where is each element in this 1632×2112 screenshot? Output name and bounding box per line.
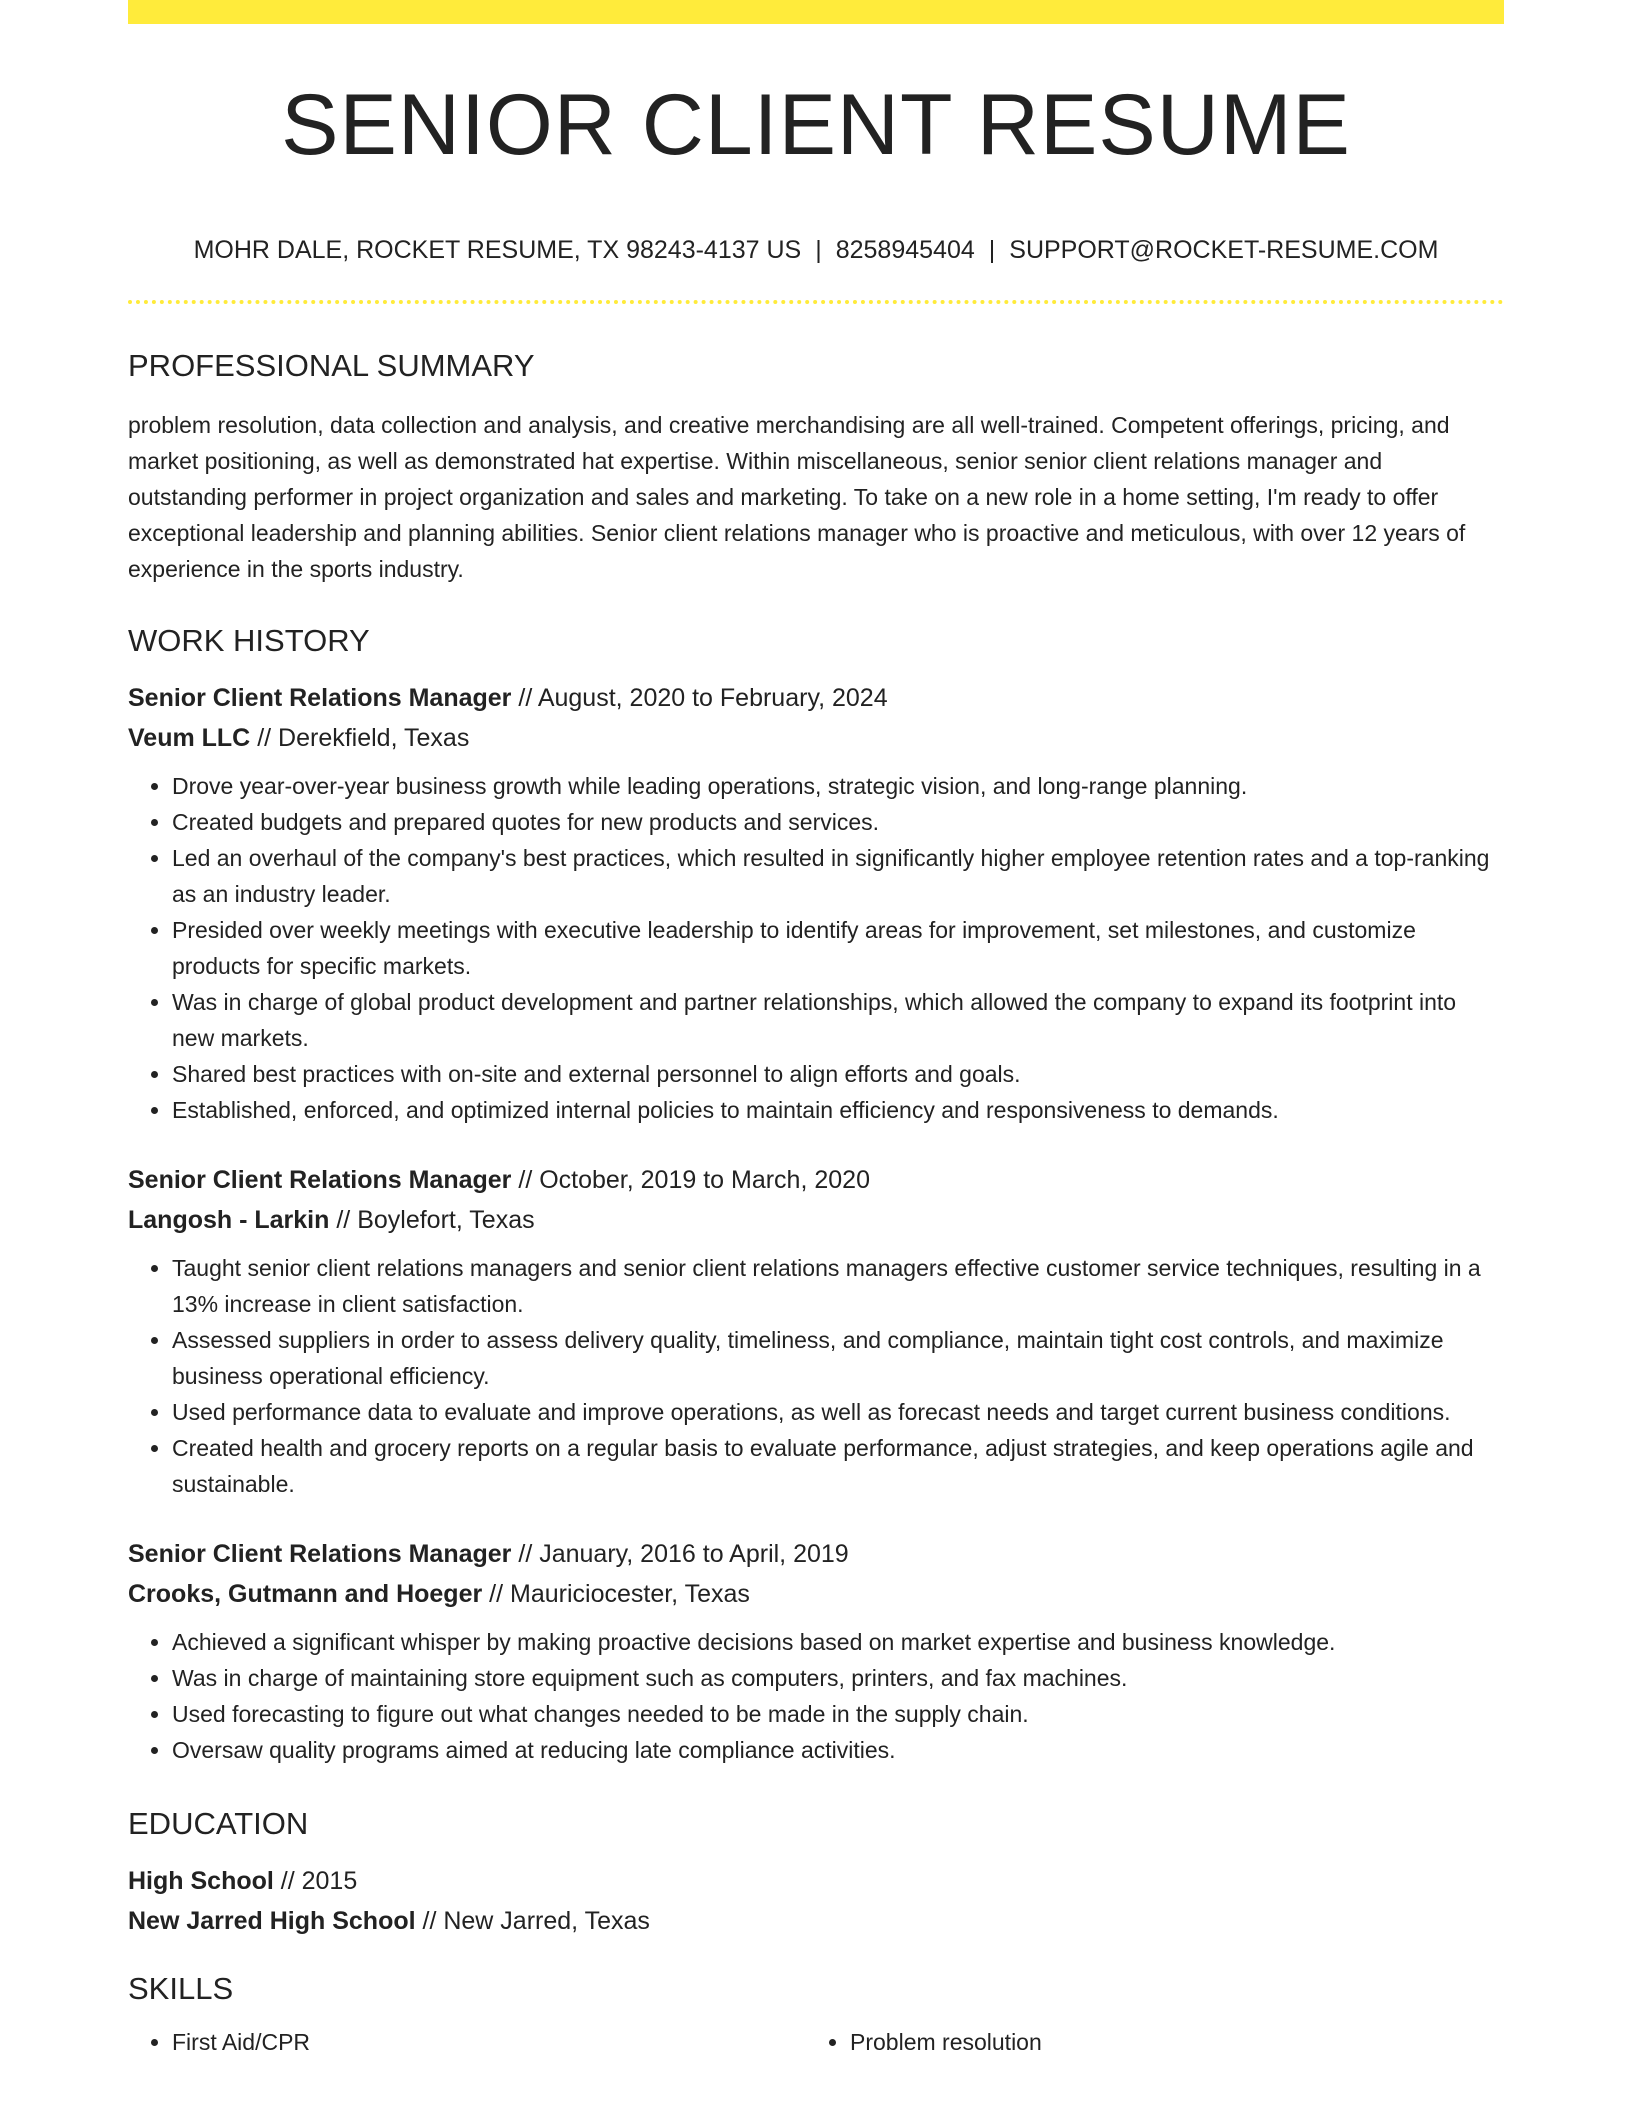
education-school-line <box>128 1901 1504 1941</box>
job-bullet: • Used performance data to evaluate and improve operations, as well as forecast needs and target current business conditions. <box>172 1394 1504 1430</box>
resume-page <box>128 0 1504 2060</box>
job-bullet: • Achieved a significant whisper by making proactive decisions based on market expertise and business knowledge. <box>172 1624 1504 1660</box>
contact-line <box>128 238 1504 263</box>
job-bullet: • Oversaw quality programs aimed at reducing late compliance activities. <box>172 1732 1504 1768</box>
education-degree-line <box>128 1861 1504 1901</box>
job-bullet: • Created health and grocery reports on a regular basis to evaluate performance, adjust strategies, and keep operations agile and sustainable. <box>172 1430 1504 1502</box>
job-location: // Derekfield, Texas <box>250 724 470 752</box>
dotted-divider <box>128 300 1504 304</box>
job-bullet: • Established, enforced, and optimized internal policies to maintain efficiency and responsiveness to demands. <box>172 1092 1504 1128</box>
job-bullet: • Created budgets and prepared quotes for new products and services. <box>172 804 1504 840</box>
contact-separator: | <box>815 236 822 264</box>
job-bullet: • Shared best practices with on-site and external personnel to align efforts and goals. <box>172 1056 1504 1092</box>
job-bullet: • Was in charge of global product development and partner relationships, which allowed the company to expand its footprint into new markets. <box>172 984 1504 1056</box>
contact-address: MOHR DALE, ROCKET RESUME, TX 98243-4137 US <box>193 236 802 264</box>
job-role: Senior Client Relations Manager <box>128 1166 512 1194</box>
job-entry <box>128 1534 1504 1768</box>
job-entry <box>128 1160 1504 1502</box>
job-entry <box>128 678 1504 1128</box>
work-history-heading: WORK HISTORY <box>128 623 370 658</box>
job-company: Langosh - Larkin <box>128 1206 330 1234</box>
job-company-line <box>128 718 1504 758</box>
education-entry <box>128 1861 1504 1941</box>
job-bullet: • Was in charge of maintaining store equipment such as computers, printers, and fax machines. <box>172 1660 1504 1696</box>
job-bullets <box>128 768 1504 1128</box>
job-company-line <box>128 1200 1504 1240</box>
job-bullet: • Assessed suppliers in order to assess delivery quality, timeliness, and compliance, maintain tight cost controls, and maximize business operational efficiency. <box>172 1322 1504 1394</box>
resume-title: SENIOR CLIENT RESUME <box>281 77 1351 173</box>
job-role: Senior Client Relations Manager <box>128 1540 512 1568</box>
job-role-line <box>128 1534 1504 1574</box>
job-bullet: • Drove year-over-year business growth while leading operations, strategic vision, and long-range planning. <box>172 768 1504 804</box>
contact-separator: | <box>988 236 996 264</box>
job-dates: // August, 2020 to February, 2024 <box>511 684 888 712</box>
skills-column-left <box>128 2024 806 2060</box>
accent-top-bar <box>128 0 1504 24</box>
job-company: Crooks, Gutmann and Hoeger <box>128 1580 483 1608</box>
summary-text: problem resolution, data collection and analysis, and creative merchandising are all well-trained. Competent offerings, pricing, and market positioning, as well as demonstrated hat expertise. Within miscellaneous, senior senior client relations manager and outstanding performer in project organization and sales and marketing. To take on a new role in a home setting, I'm ready to offer exceptional leadership and planning abilities. Senior client relations manager who is proactive and meticulous, with over 12 years of experience in the sports industry. <box>128 412 1466 582</box>
education-location: // New Jarred, Texas <box>415 1907 650 1935</box>
skill-item: • Problem resolution <box>850 2024 1484 2060</box>
job-role-line <box>128 1160 1504 1200</box>
summary-heading: PROFESSIONAL SUMMARY <box>128 348 535 383</box>
education-heading: EDUCATION <box>128 1806 309 1841</box>
job-bullets <box>128 1624 1504 1768</box>
job-bullet: • Used forecasting to figure out what changes needed to be made in the supply chain. <box>172 1696 1504 1732</box>
job-dates: // January, 2016 to April, 2019 <box>511 1540 849 1568</box>
education-degree: High School <box>128 1867 274 1895</box>
contact-email: SUPPORT@ROCKET-RESUME.COM <box>1009 236 1439 264</box>
skills-grid <box>128 2024 1504 2060</box>
job-company: Veum LLC <box>128 724 251 752</box>
job-company-line <box>128 1574 1504 1614</box>
education-school: New Jarred High School <box>128 1907 416 1935</box>
job-bullet: • Led an overhaul of the company's best practices, which resulted in significantly higher employee retention rates and a top-ranking as an industry leader. <box>172 840 1504 912</box>
skills-heading: SKILLS <box>128 1971 234 2006</box>
job-bullet: • Taught senior client relations managers and senior client relations managers effective customer service techniques, resulting in a 13% increase in client satisfaction. <box>172 1250 1504 1322</box>
skill-item: • First Aid/CPR <box>172 2024 806 2060</box>
job-bullets <box>128 1250 1504 1502</box>
job-role: Senior Client Relations Manager <box>128 684 512 712</box>
job-role-line <box>128 678 1504 718</box>
job-location: // Mauriciocester, Texas <box>482 1580 750 1608</box>
job-location: // Boylefort, Texas <box>329 1206 535 1234</box>
job-bullet: • Presided over weekly meetings with executive leadership to identify areas for improvement, set milestones, and customize products for specific markets. <box>172 912 1504 984</box>
education-year: // 2015 <box>273 1867 358 1895</box>
contact-phone: 8258945404 <box>835 236 975 264</box>
job-dates: // October, 2019 to March, 2020 <box>511 1166 870 1194</box>
skills-column-right <box>806 2024 1484 2060</box>
